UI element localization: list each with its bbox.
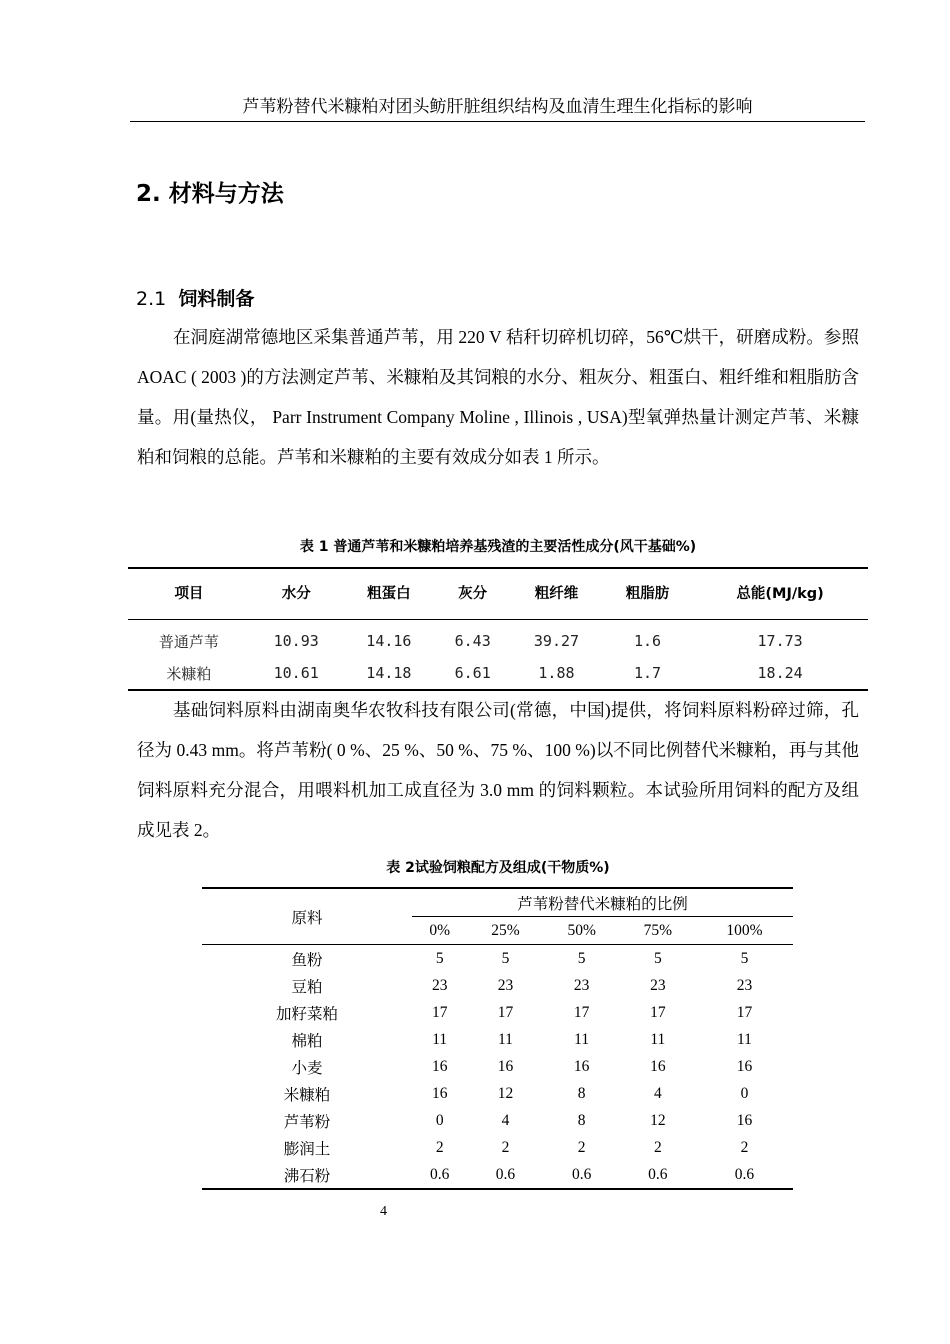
table2-cell: 4: [501, 1111, 510, 1129]
table2-cell: 0.6: [734, 1165, 755, 1183]
table1-cell: 10.61: [273, 664, 319, 682]
table2-cell: 2: [653, 1138, 662, 1156]
table1-cell: 1.6: [633, 632, 662, 650]
table2-cell: 8: [577, 1111, 586, 1129]
table2-cell: 膨润土: [283, 1140, 331, 1158]
table2-cell: 23: [736, 976, 753, 994]
table2-column-header: 100%: [696, 917, 793, 945]
subsection-title: 饲料制备: [178, 288, 255, 310]
table2-cell: 11: [650, 1030, 666, 1048]
table2-cell: 0.6: [430, 1165, 450, 1183]
table2-cell: 11: [432, 1030, 448, 1048]
table2-cell: 棉粕: [291, 1032, 323, 1050]
table1-header-cell: 总能(MJ/kg): [692, 568, 868, 620]
table2-cell: 小麦: [291, 1059, 323, 1077]
table1-header-cell: 水分: [250, 568, 343, 620]
table2-cell: 0.6: [648, 1165, 668, 1183]
table2-cell: 5: [740, 949, 749, 967]
table2-cell: 加籽菜粕: [275, 1005, 338, 1023]
table-row: [202, 1161, 793, 1189]
table1-header-cell: 项目: [128, 568, 250, 620]
table2-cell: 米糠粕: [283, 1086, 331, 1104]
table1-cell: 米糠粕: [166, 664, 212, 683]
paragraph-materials: 在洞庭湖常德地区采集普通芦苇，用 220 V 秸秆切碎机切碎，56℃烘干，研磨成粉。参照 AOAC ( 2003 )的方法测定芦苇、米糠粕及其饲粮的水分、粗灰分、粗蛋白、粗纤维和粗脂肪含量。用(量热仪， Parr Instrument Company Moline , Illinois , USA)型氧弹热量计测定芦苇、米糠粕和饲粮的总能。芦苇和米糠粕的主要有效成分如表 1 所示。: [137, 327, 859, 467]
table2-column-header: 75%: [620, 917, 696, 945]
table-row: [202, 999, 793, 1026]
table2-cell: 16: [736, 1111, 753, 1129]
table2-cell: 5: [501, 949, 510, 967]
table2-cell: 2: [501, 1138, 510, 1156]
table1-cell: 6.61: [454, 664, 491, 682]
table2-cell: 16: [650, 1057, 666, 1075]
table2-cell: 0: [740, 1084, 749, 1102]
table2-cell: 0.6: [571, 1165, 592, 1183]
table1-cell: 1.88: [538, 664, 575, 682]
table1-cell: 17.73: [757, 632, 803, 650]
table2-cell: 17: [650, 1003, 666, 1021]
table1-header-cell: 粗蛋白: [343, 568, 436, 620]
table2-group-header: 芦苇粉替代米糠粕的比例: [517, 895, 688, 913]
table2-cell: 4: [653, 1084, 662, 1102]
table2-cell: 11: [574, 1030, 590, 1048]
table1-cell: 普通芦苇: [158, 632, 219, 651]
running-header: 芦苇粉替代米糠粕对团头鲂肝脏组织结构及血清生理生化指标的影响: [130, 92, 865, 122]
table2-cell: 5: [435, 949, 444, 967]
subsection-heading: [136, 284, 254, 311]
table2-cell: 芦苇粉: [283, 1113, 331, 1131]
table1-header-cell: 粗纤维: [510, 568, 603, 620]
subsection-number: 2.1: [136, 288, 167, 310]
table1-cell: 14.18: [366, 664, 412, 682]
table2-cell: 16: [431, 1084, 448, 1102]
section-heading: 2. 材料与方法: [136, 181, 284, 207]
table2-cell: 2: [577, 1138, 586, 1156]
table2-column-header: 50%: [544, 917, 620, 945]
table-row: [202, 1107, 793, 1134]
table2-cell: 23: [573, 976, 590, 994]
table1-cell: 14.16: [366, 632, 412, 650]
table1-header-cell: 灰分: [435, 568, 510, 620]
table2-cell: 5: [577, 949, 586, 967]
table1-cell: 1.7: [633, 664, 662, 682]
table-row: [202, 1053, 793, 1080]
table2-cell: 17: [573, 1003, 590, 1021]
table2-column-header: 0%: [412, 917, 467, 945]
table2-cell: 沸石粉: [283, 1167, 331, 1185]
table2-cell: 8: [577, 1084, 586, 1102]
table-row: [202, 1134, 793, 1161]
table1-caption: 表 1 普通芦苇和米糠粕培养基残渣的主要活性成分(风干基础%): [299, 539, 697, 555]
table2-cell: 17: [736, 1003, 753, 1021]
table1-cell: 6.43: [454, 632, 491, 650]
table2-cell: 23: [650, 976, 666, 994]
table2-cell: 5: [653, 949, 662, 967]
table2-cell: 11: [498, 1030, 513, 1048]
table2-cell: 16: [431, 1057, 448, 1075]
table1: [128, 567, 868, 691]
table2-cell: 12: [497, 1084, 514, 1102]
table2-cell: 12: [650, 1111, 666, 1129]
table2-cell: 豆粕: [291, 978, 323, 996]
table-row: [128, 657, 868, 690]
table1-header-row: [128, 568, 868, 620]
table2-cell: 16: [736, 1057, 753, 1075]
table2-cell: 2: [435, 1138, 444, 1156]
table2-cell: 16: [497, 1057, 514, 1075]
table2-cell: 17: [497, 1003, 514, 1021]
table2-cell: 2: [740, 1138, 749, 1156]
table1-cell: 39.27: [533, 632, 580, 650]
table2-cell: 11: [736, 1030, 752, 1048]
table2-caption: 表 2试验饲粮配方及组成(干物质%): [386, 860, 610, 876]
table2-cell: 0: [435, 1111, 444, 1129]
table1-header-cell: 粗脂肪: [603, 568, 692, 620]
table-row: [202, 972, 793, 999]
table2-cell: 0.6: [495, 1165, 516, 1183]
table1-cell: 10.93: [273, 632, 319, 650]
page-number: 4: [380, 1204, 387, 1219]
paragraph-feed: 基础饲料原料由湖南奥华农牧科技有限公司(常德，中国)提供，将饲料原料粉碎过筛，孔径为 0.43 mm。将芦苇粉( 0 %、25 %、50 %、75 %、100 %)以不同比例替代米糠粕，再与其他饲料原料充分混合，用喂料机加工成直径为 3.0 mm 的饲料颗粒。本试验所用饲料的配方及组成见表 2。: [137, 700, 859, 840]
table-row: [202, 1026, 793, 1053]
table-row: [202, 1080, 793, 1107]
table2: [202, 887, 793, 1190]
table2-cell: 鱼粉: [291, 951, 323, 969]
table2-group-row: [202, 888, 793, 917]
table2-cell: 23: [497, 976, 514, 994]
table2-cell: 16: [573, 1057, 590, 1075]
table1-cell: 18.24: [757, 664, 803, 682]
table-row: [202, 945, 793, 973]
table2-cell: 23: [431, 976, 448, 994]
table-row: [128, 620, 868, 658]
table2-column-header: 25%: [467, 917, 543, 945]
table2-cell: 17: [431, 1003, 448, 1021]
table2-row-header: 原料: [202, 888, 412, 945]
